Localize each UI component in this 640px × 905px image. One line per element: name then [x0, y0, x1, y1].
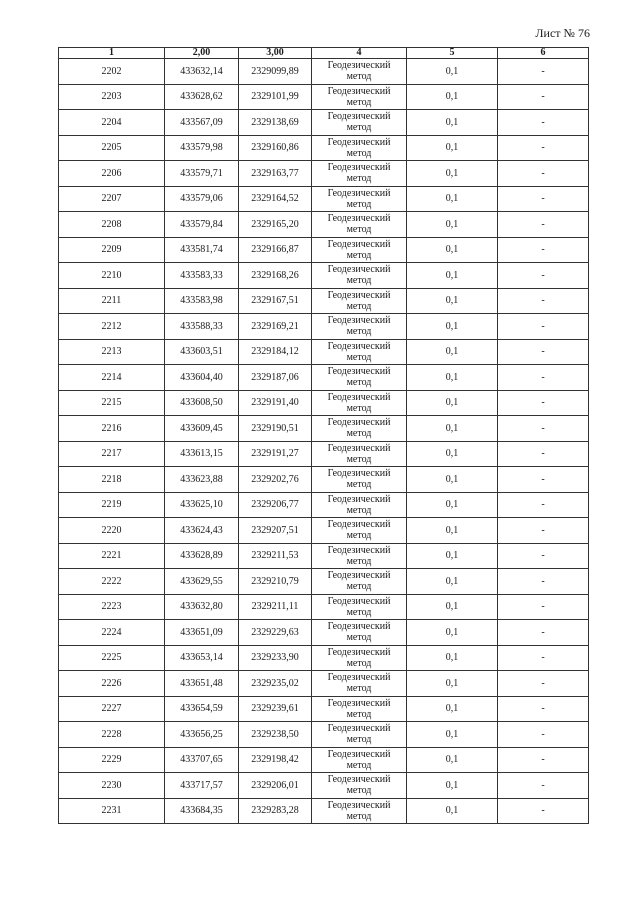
table-row — [59, 773, 589, 799]
accuracy-cell: 0,1 — [407, 492, 498, 518]
x-coordinate-cell: 433656,25 — [165, 722, 239, 748]
note-cell: - — [498, 492, 589, 518]
method-line-2: метод — [346, 606, 372, 618]
note-cell: - — [498, 212, 589, 238]
accuracy-cell: 0,1 — [407, 518, 498, 544]
table-row — [59, 543, 589, 569]
y-coordinate-cell: 2329138,69 — [239, 110, 312, 136]
table-row — [59, 620, 589, 646]
point-number-cell: 2211 — [59, 288, 165, 314]
method-line-2: метод — [346, 377, 372, 389]
point-number-cell: 2202 — [59, 59, 165, 85]
y-coordinate-cell: 2329160,86 — [239, 135, 312, 161]
method-line-2: метод — [346, 810, 372, 822]
method-line-1: Геодезический — [327, 646, 391, 658]
method-line-1: Геодезический — [327, 264, 391, 276]
method-line-1: Геодезический — [327, 340, 391, 352]
x-coordinate-cell: 433624,43 — [165, 518, 239, 544]
method-line-2: метод — [346, 555, 372, 567]
method-line-1: Геодезический — [327, 85, 391, 97]
table-row — [59, 212, 589, 238]
method-line-2: метод — [346, 351, 372, 363]
note-cell: - — [498, 645, 589, 671]
method-cell — [312, 671, 407, 697]
x-coordinate-cell: 433628,62 — [165, 84, 239, 110]
method-line-2: метод — [346, 759, 372, 771]
table-row — [59, 518, 589, 544]
method-cell — [312, 569, 407, 595]
method-cell — [312, 186, 407, 212]
method-line-2: метод — [346, 657, 372, 669]
note-cell: - — [498, 594, 589, 620]
note-cell: - — [498, 747, 589, 773]
accuracy-cell: 0,1 — [407, 416, 498, 442]
accuracy-cell: 0,1 — [407, 288, 498, 314]
y-coordinate-cell: 2329229,63 — [239, 620, 312, 646]
method-line-1: Геодезический — [327, 672, 391, 684]
point-number-cell: 2228 — [59, 722, 165, 748]
method-line-2: метод — [346, 683, 372, 695]
y-coordinate-cell: 2329166,87 — [239, 237, 312, 263]
header-col-4: 4 — [312, 48, 407, 59]
table-row — [59, 569, 589, 595]
x-coordinate-cell: 433632,14 — [165, 59, 239, 85]
table-row — [59, 645, 589, 671]
note-cell: - — [498, 441, 589, 467]
note-cell: - — [498, 467, 589, 493]
header-col-6: 6 — [498, 48, 589, 59]
header-col-5: 5 — [407, 48, 498, 59]
note-cell: - — [498, 416, 589, 442]
method-cell — [312, 339, 407, 365]
accuracy-cell: 0,1 — [407, 339, 498, 365]
x-coordinate-cell: 433707,65 — [165, 747, 239, 773]
x-coordinate-cell: 433651,09 — [165, 620, 239, 646]
method-cell — [312, 263, 407, 289]
x-coordinate-cell: 433588,33 — [165, 314, 239, 340]
method-cell — [312, 467, 407, 493]
method-cell — [312, 390, 407, 416]
y-coordinate-cell: 2329191,27 — [239, 441, 312, 467]
method-cell — [312, 135, 407, 161]
method-line-1: Геодезический — [327, 366, 391, 378]
note-cell: - — [498, 237, 589, 263]
method-cell — [312, 722, 407, 748]
x-coordinate-cell: 433609,45 — [165, 416, 239, 442]
accuracy-cell: 0,1 — [407, 390, 498, 416]
y-coordinate-cell: 2329210,79 — [239, 569, 312, 595]
method-line-1: Геодезический — [327, 697, 391, 709]
x-coordinate-cell: 433603,51 — [165, 339, 239, 365]
point-number-cell: 2230 — [59, 773, 165, 799]
note-cell: - — [498, 390, 589, 416]
method-line-1: Геодезический — [327, 493, 391, 505]
coordinates-table — [58, 47, 589, 824]
method-line-2: метод — [346, 428, 372, 440]
note-cell: - — [498, 365, 589, 391]
method-cell — [312, 543, 407, 569]
y-coordinate-cell: 2329202,76 — [239, 467, 312, 493]
point-number-cell: 2222 — [59, 569, 165, 595]
x-coordinate-cell: 433579,06 — [165, 186, 239, 212]
note-cell: - — [498, 288, 589, 314]
point-number-cell: 2208 — [59, 212, 165, 238]
method-cell — [312, 747, 407, 773]
accuracy-cell: 0,1 — [407, 722, 498, 748]
accuracy-cell: 0,1 — [407, 263, 498, 289]
accuracy-cell: 0,1 — [407, 135, 498, 161]
accuracy-cell: 0,1 — [407, 569, 498, 595]
header-col-2: 2,00 — [165, 48, 239, 59]
method-line-2: метод — [346, 708, 372, 720]
accuracy-cell: 0,1 — [407, 441, 498, 467]
accuracy-cell: 0,1 — [407, 110, 498, 136]
table-header-row — [59, 48, 589, 59]
x-coordinate-cell: 433625,10 — [165, 492, 239, 518]
x-coordinate-cell: 433632,80 — [165, 594, 239, 620]
method-line-1: Геодезический — [327, 774, 391, 786]
x-coordinate-cell: 433579,98 — [165, 135, 239, 161]
accuracy-cell: 0,1 — [407, 696, 498, 722]
method-line-1: Геодезический — [327, 162, 391, 174]
method-line-1: Геодезический — [327, 60, 391, 72]
method-line-2: метод — [346, 275, 372, 287]
method-line-2: метод — [346, 224, 372, 236]
point-number-cell: 2215 — [59, 390, 165, 416]
method-line-1: Геодезический — [327, 136, 391, 148]
method-cell — [312, 237, 407, 263]
point-number-cell: 2204 — [59, 110, 165, 136]
x-coordinate-cell: 433579,84 — [165, 212, 239, 238]
note-cell: - — [498, 671, 589, 697]
y-coordinate-cell: 2329206,01 — [239, 773, 312, 799]
accuracy-cell: 0,1 — [407, 798, 498, 824]
table-row — [59, 696, 589, 722]
x-coordinate-cell: 433613,15 — [165, 441, 239, 467]
point-number-cell: 2224 — [59, 620, 165, 646]
point-number-cell: 2227 — [59, 696, 165, 722]
sheet-number: Лист № 76 — [535, 26, 590, 40]
method-line-1: Геодезический — [327, 315, 391, 327]
method-cell — [312, 594, 407, 620]
method-cell — [312, 492, 407, 518]
note-cell: - — [498, 773, 589, 799]
x-coordinate-cell: 433717,57 — [165, 773, 239, 799]
method-cell — [312, 798, 407, 824]
y-coordinate-cell: 2329190,51 — [239, 416, 312, 442]
x-coordinate-cell: 433628,89 — [165, 543, 239, 569]
y-coordinate-cell: 2329233,90 — [239, 645, 312, 671]
method-line-1: Геодезический — [327, 238, 391, 250]
method-line-2: метод — [346, 402, 372, 414]
point-number-cell: 2209 — [59, 237, 165, 263]
method-line-2: метод — [346, 785, 372, 797]
accuracy-cell: 0,1 — [407, 671, 498, 697]
x-coordinate-cell: 433567,09 — [165, 110, 239, 136]
point-number-cell: 2221 — [59, 543, 165, 569]
point-number-cell: 2229 — [59, 747, 165, 773]
method-cell — [312, 773, 407, 799]
method-line-2: метод — [346, 198, 372, 210]
accuracy-cell: 0,1 — [407, 84, 498, 110]
method-cell — [312, 645, 407, 671]
point-number-cell: 2206 — [59, 161, 165, 187]
method-line-1: Геодезический — [327, 417, 391, 429]
header-col-1: 1 — [59, 48, 165, 59]
y-coordinate-cell: 2329198,42 — [239, 747, 312, 773]
method-line-2: метод — [346, 300, 372, 312]
table-row — [59, 84, 589, 110]
note-cell: - — [498, 518, 589, 544]
table-row — [59, 594, 589, 620]
note-cell: - — [498, 59, 589, 85]
table-row — [59, 161, 589, 187]
point-number-cell: 2231 — [59, 798, 165, 824]
point-number-cell: 2226 — [59, 671, 165, 697]
point-number-cell: 2223 — [59, 594, 165, 620]
point-number-cell: 2214 — [59, 365, 165, 391]
y-coordinate-cell: 2329165,20 — [239, 212, 312, 238]
note-cell: - — [498, 696, 589, 722]
note-cell: - — [498, 135, 589, 161]
x-coordinate-cell: 433629,55 — [165, 569, 239, 595]
method-line-2: метод — [346, 96, 372, 108]
point-number-cell: 2203 — [59, 84, 165, 110]
method-line-2: метод — [346, 249, 372, 261]
table-row — [59, 288, 589, 314]
point-number-cell: 2218 — [59, 467, 165, 493]
table-row — [59, 467, 589, 493]
method-line-2: метод — [346, 453, 372, 465]
note-cell: - — [498, 110, 589, 136]
method-line-1: Геодезический — [327, 442, 391, 454]
note-cell: - — [498, 543, 589, 569]
method-line-1: Геодезический — [327, 621, 391, 633]
y-coordinate-cell: 2329206,77 — [239, 492, 312, 518]
accuracy-cell: 0,1 — [407, 467, 498, 493]
accuracy-cell: 0,1 — [407, 314, 498, 340]
note-cell: - — [498, 161, 589, 187]
accuracy-cell: 0,1 — [407, 161, 498, 187]
x-coordinate-cell: 433653,14 — [165, 645, 239, 671]
x-coordinate-cell: 433654,59 — [165, 696, 239, 722]
point-number-cell: 2212 — [59, 314, 165, 340]
method-cell — [312, 441, 407, 467]
y-coordinate-cell: 2329099,89 — [239, 59, 312, 85]
method-cell — [312, 314, 407, 340]
method-cell — [312, 518, 407, 544]
accuracy-cell: 0,1 — [407, 620, 498, 646]
method-line-1: Геодезический — [327, 799, 391, 811]
x-coordinate-cell: 433583,98 — [165, 288, 239, 314]
y-coordinate-cell: 2329191,40 — [239, 390, 312, 416]
point-number-cell: 2225 — [59, 645, 165, 671]
point-number-cell: 2220 — [59, 518, 165, 544]
table-row — [59, 365, 589, 391]
y-coordinate-cell: 2329164,52 — [239, 186, 312, 212]
table-row — [59, 722, 589, 748]
method-line-1: Геодезический — [327, 391, 391, 403]
y-coordinate-cell: 2329169,21 — [239, 314, 312, 340]
method-line-2: метод — [346, 173, 372, 185]
method-line-2: метод — [346, 122, 372, 134]
method-cell — [312, 620, 407, 646]
x-coordinate-cell: 433651,48 — [165, 671, 239, 697]
note-cell: - — [498, 722, 589, 748]
method-cell — [312, 212, 407, 238]
method-line-1: Геодезический — [327, 468, 391, 480]
table-row — [59, 747, 589, 773]
y-coordinate-cell: 2329101,99 — [239, 84, 312, 110]
point-number-cell: 2213 — [59, 339, 165, 365]
method-line-1: Геодезический — [327, 111, 391, 123]
x-coordinate-cell: 433608,50 — [165, 390, 239, 416]
method-line-2: метод — [346, 530, 372, 542]
point-number-cell: 2216 — [59, 416, 165, 442]
table-row — [59, 671, 589, 697]
x-coordinate-cell: 433579,71 — [165, 161, 239, 187]
x-coordinate-cell: 433604,40 — [165, 365, 239, 391]
method-line-1: Геодезический — [327, 187, 391, 199]
method-line-1: Геодезический — [327, 570, 391, 582]
y-coordinate-cell: 2329211,11 — [239, 594, 312, 620]
x-coordinate-cell: 433684,35 — [165, 798, 239, 824]
header-col-3: 3,00 — [239, 48, 312, 59]
accuracy-cell: 0,1 — [407, 59, 498, 85]
table-row — [59, 237, 589, 263]
table-row — [59, 263, 589, 289]
y-coordinate-cell: 2329163,77 — [239, 161, 312, 187]
y-coordinate-cell: 2329211,53 — [239, 543, 312, 569]
method-cell — [312, 696, 407, 722]
point-number-cell: 2210 — [59, 263, 165, 289]
method-line-1: Геодезический — [327, 723, 391, 735]
method-cell — [312, 288, 407, 314]
y-coordinate-cell: 2329283,28 — [239, 798, 312, 824]
method-line-1: Геодезический — [327, 748, 391, 760]
table-row — [59, 441, 589, 467]
method-line-2: метод — [346, 504, 372, 516]
table-row — [59, 798, 589, 824]
point-number-cell: 2207 — [59, 186, 165, 212]
x-coordinate-cell: 433623,88 — [165, 467, 239, 493]
y-coordinate-cell: 2329168,26 — [239, 263, 312, 289]
table-row — [59, 390, 589, 416]
accuracy-cell: 0,1 — [407, 212, 498, 238]
method-line-1: Геодезический — [327, 213, 391, 225]
y-coordinate-cell: 2329184,12 — [239, 339, 312, 365]
table-row — [59, 339, 589, 365]
accuracy-cell: 0,1 — [407, 773, 498, 799]
y-coordinate-cell: 2329207,51 — [239, 518, 312, 544]
method-cell — [312, 110, 407, 136]
method-line-2: метод — [346, 581, 372, 593]
y-coordinate-cell: 2329239,61 — [239, 696, 312, 722]
method-cell — [312, 84, 407, 110]
table-row — [59, 186, 589, 212]
method-line-1: Геодезический — [327, 289, 391, 301]
table-row — [59, 314, 589, 340]
method-line-2: метод — [346, 147, 372, 159]
method-line-2: метод — [346, 632, 372, 644]
table-row — [59, 135, 589, 161]
note-cell: - — [498, 569, 589, 595]
y-coordinate-cell: 2329235,02 — [239, 671, 312, 697]
accuracy-cell: 0,1 — [407, 186, 498, 212]
method-cell — [312, 365, 407, 391]
method-cell — [312, 59, 407, 85]
method-line-2: метод — [346, 326, 372, 338]
method-line-2: метод — [346, 479, 372, 491]
point-number-cell: 2219 — [59, 492, 165, 518]
note-cell: - — [498, 263, 589, 289]
table-row — [59, 416, 589, 442]
point-number-cell: 2217 — [59, 441, 165, 467]
y-coordinate-cell: 2329167,51 — [239, 288, 312, 314]
note-cell: - — [498, 798, 589, 824]
method-cell — [312, 161, 407, 187]
note-cell: - — [498, 84, 589, 110]
y-coordinate-cell: 2329238,50 — [239, 722, 312, 748]
x-coordinate-cell: 433583,33 — [165, 263, 239, 289]
accuracy-cell: 0,1 — [407, 747, 498, 773]
point-number-cell: 2205 — [59, 135, 165, 161]
method-line-1: Геодезический — [327, 544, 391, 556]
table-row — [59, 492, 589, 518]
accuracy-cell: 0,1 — [407, 365, 498, 391]
note-cell: - — [498, 620, 589, 646]
note-cell: - — [498, 186, 589, 212]
method-line-1: Геодезический — [327, 595, 391, 607]
accuracy-cell: 0,1 — [407, 645, 498, 671]
accuracy-cell: 0,1 — [407, 237, 498, 263]
method-line-1: Геодезический — [327, 519, 391, 531]
note-cell: - — [498, 339, 589, 365]
note-cell: - — [498, 314, 589, 340]
accuracy-cell: 0,1 — [407, 594, 498, 620]
x-coordinate-cell: 433581,74 — [165, 237, 239, 263]
table-row — [59, 59, 589, 85]
method-line-2: метод — [346, 71, 372, 83]
table-row — [59, 110, 589, 136]
method-line-2: метод — [346, 734, 372, 746]
accuracy-cell: 0,1 — [407, 543, 498, 569]
y-coordinate-cell: 2329187,06 — [239, 365, 312, 391]
method-cell — [312, 416, 407, 442]
